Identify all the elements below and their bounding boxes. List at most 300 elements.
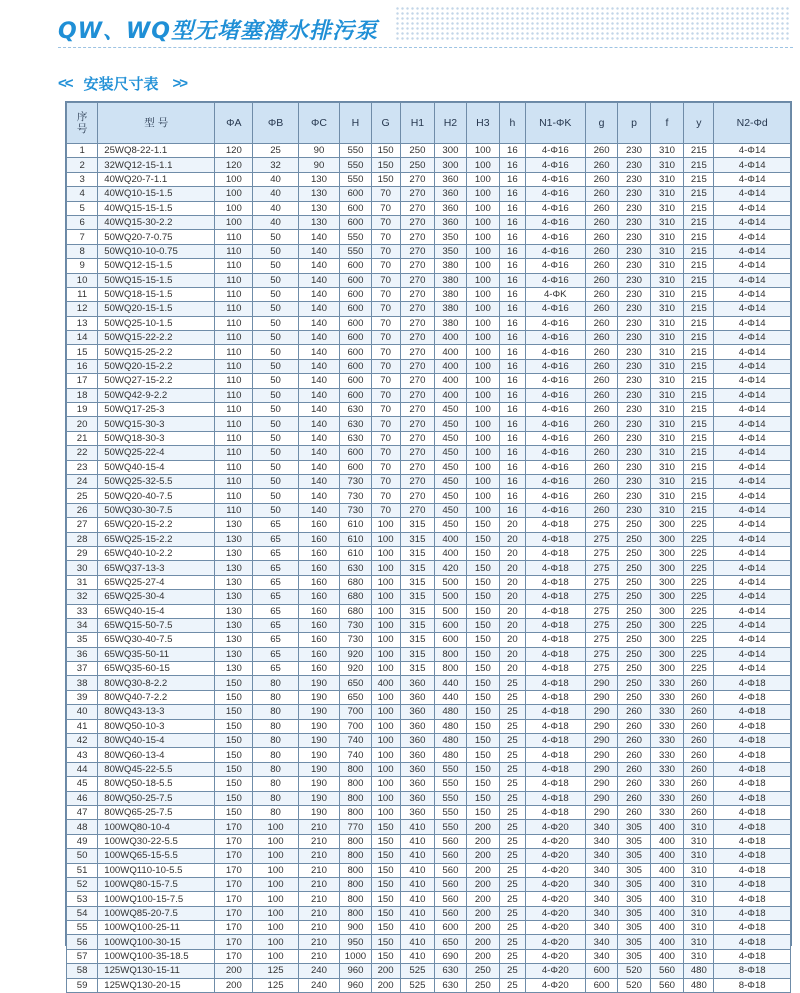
table-cell: 4-Φ14 bbox=[714, 230, 791, 244]
table-cell: 40 bbox=[253, 215, 298, 229]
table-cell: 600 bbox=[340, 374, 371, 388]
table-cell: 100 bbox=[253, 949, 298, 963]
table-cell: 310 bbox=[650, 489, 684, 503]
table-cell: 170 bbox=[215, 834, 253, 848]
table-cell: 270 bbox=[400, 474, 435, 488]
chevron-left-icon: << bbox=[58, 74, 72, 92]
table-cell: 65 bbox=[253, 561, 298, 575]
table-cell: 20 bbox=[500, 618, 525, 632]
table-cell: 50 bbox=[253, 431, 298, 445]
model-cell: 50WQ42-9-2.2 bbox=[98, 388, 215, 402]
table-cell: 215 bbox=[684, 187, 714, 201]
table-cell: 400 bbox=[650, 921, 684, 935]
table-cell: 160 bbox=[298, 575, 340, 589]
table-cell: 130 bbox=[215, 561, 253, 575]
table-cell: 310 bbox=[650, 302, 684, 316]
model-cell: 65WQ35-50-11 bbox=[98, 647, 215, 661]
table-cell: 230 bbox=[618, 244, 650, 258]
table-cell: 800 bbox=[340, 777, 371, 791]
table-row bbox=[67, 403, 791, 417]
table-cell: 270 bbox=[400, 388, 435, 402]
table-cell: 520 bbox=[618, 978, 650, 992]
table-cell: 4-Φ14 bbox=[714, 331, 791, 345]
table-cell: 275 bbox=[585, 647, 617, 661]
table-cell: 25 bbox=[500, 762, 525, 776]
table-row bbox=[67, 446, 791, 460]
model-cell: 50WQ20-15-1.5 bbox=[98, 302, 215, 316]
table-cell: 275 bbox=[585, 662, 617, 676]
table-cell: 32 bbox=[253, 158, 298, 172]
header-h: H bbox=[340, 103, 371, 144]
table-cell: 680 bbox=[340, 604, 371, 618]
table-row bbox=[67, 460, 791, 474]
table-cell: 170 bbox=[215, 906, 253, 920]
table-cell: 130 bbox=[215, 575, 253, 589]
table-cell: 330 bbox=[650, 777, 684, 791]
table-cell: 4-Φ18 bbox=[714, 705, 791, 719]
table-cell: 330 bbox=[650, 748, 684, 762]
table-cell: 4-Φ18 bbox=[714, 849, 791, 863]
table-cell: 150 bbox=[215, 676, 253, 690]
table-cell: 550 bbox=[340, 244, 371, 258]
table-cell: 560 bbox=[650, 978, 684, 992]
table-cell: 500 bbox=[435, 575, 466, 589]
table-cell: 260 bbox=[585, 345, 617, 359]
table-cell: 410 bbox=[400, 849, 435, 863]
table-cell: 300 bbox=[650, 518, 684, 532]
row-number-cell: 54 bbox=[67, 906, 98, 920]
table-cell: 65 bbox=[253, 575, 298, 589]
table-row bbox=[67, 604, 791, 618]
table-cell: 100 bbox=[466, 172, 500, 186]
table-cell: 230 bbox=[618, 446, 650, 460]
table-cell: 360 bbox=[435, 215, 466, 229]
table-cell: 16 bbox=[500, 201, 525, 215]
table-cell: 525 bbox=[400, 978, 435, 992]
table-row bbox=[67, 518, 791, 532]
table-cell: 275 bbox=[585, 604, 617, 618]
model-cell: 50WQ10-10-0.75 bbox=[98, 244, 215, 258]
row-number-cell: 1 bbox=[67, 144, 98, 158]
table-cell: 680 bbox=[340, 590, 371, 604]
table-cell: 150 bbox=[371, 158, 400, 172]
table-cell: 200 bbox=[466, 906, 500, 920]
table-cell: 150 bbox=[466, 532, 500, 546]
table-cell: 150 bbox=[371, 849, 400, 863]
table-cell: 315 bbox=[400, 647, 435, 661]
table-cell: 140 bbox=[298, 474, 340, 488]
table-cell: 16 bbox=[500, 215, 525, 229]
table-cell: 400 bbox=[650, 820, 684, 834]
row-number-cell: 56 bbox=[67, 935, 98, 949]
table-cell: 4-Φ18 bbox=[525, 604, 585, 618]
table-cell: 100 bbox=[371, 532, 400, 546]
row-number-cell: 39 bbox=[67, 690, 98, 704]
row-number-cell: 29 bbox=[67, 546, 98, 560]
table-cell: 4-Φ18 bbox=[714, 734, 791, 748]
table-cell: 550 bbox=[435, 777, 466, 791]
table-cell: 275 bbox=[585, 532, 617, 546]
table-cell: 100 bbox=[371, 647, 400, 661]
header-h1: H1 bbox=[400, 103, 435, 144]
table-cell: 140 bbox=[298, 244, 340, 258]
table-cell: 20 bbox=[500, 662, 525, 676]
table-cell: 100 bbox=[371, 604, 400, 618]
table-cell: 4-Φ18 bbox=[714, 748, 791, 762]
table-cell: 4-Φ14 bbox=[714, 662, 791, 676]
row-number-cell: 41 bbox=[67, 719, 98, 733]
table-row bbox=[67, 892, 791, 906]
model-cell: 100WQ100-25-11 bbox=[98, 921, 215, 935]
model-cell: 50WQ18-30-3 bbox=[98, 431, 215, 445]
table-cell: 4-Φ16 bbox=[525, 244, 585, 258]
table-cell: 70 bbox=[371, 417, 400, 431]
table-cell: 50 bbox=[253, 345, 298, 359]
table-row bbox=[67, 575, 791, 589]
table-cell: 50 bbox=[253, 287, 298, 301]
table-cell: 140 bbox=[298, 446, 340, 460]
table-cell: 4-Φ14 bbox=[714, 590, 791, 604]
table-cell: 4-Φ18 bbox=[525, 618, 585, 632]
table-row bbox=[67, 734, 791, 748]
table-cell: 210 bbox=[298, 935, 340, 949]
table-cell: 315 bbox=[400, 561, 435, 575]
table-cell: 250 bbox=[618, 575, 650, 589]
table-cell: 4-Φ16 bbox=[525, 374, 585, 388]
table-cell: 150 bbox=[215, 690, 253, 704]
table-cell: 380 bbox=[435, 287, 466, 301]
table-cell: 300 bbox=[650, 532, 684, 546]
table-cell: 350 bbox=[435, 244, 466, 258]
table-cell: 360 bbox=[400, 777, 435, 791]
table-cell: 100 bbox=[466, 273, 500, 287]
table-cell: 230 bbox=[618, 460, 650, 474]
table-cell: 190 bbox=[298, 734, 340, 748]
table-cell: 4-Φ18 bbox=[714, 690, 791, 704]
table-cell: 150 bbox=[215, 705, 253, 719]
model-cell: 50WQ18-15-1.5 bbox=[98, 287, 215, 301]
table-cell: 4-Φ18 bbox=[525, 791, 585, 805]
table-cell: 150 bbox=[466, 662, 500, 676]
table-cell: 215 bbox=[684, 273, 714, 287]
table-cell: 260 bbox=[585, 331, 617, 345]
table-cell: 100 bbox=[371, 762, 400, 776]
table-cell: 310 bbox=[684, 906, 714, 920]
table-cell: 130 bbox=[215, 647, 253, 661]
model-cell: 50WQ25-32-5.5 bbox=[98, 474, 215, 488]
table-cell: 410 bbox=[400, 820, 435, 834]
row-number-cell: 38 bbox=[67, 676, 98, 690]
table-cell: 70 bbox=[371, 503, 400, 517]
table-cell: 100 bbox=[253, 849, 298, 863]
table-cell: 150 bbox=[215, 762, 253, 776]
table-cell: 4-Φ16 bbox=[525, 446, 585, 460]
table-cell: 4-Φ18 bbox=[714, 906, 791, 920]
table-cell: 160 bbox=[298, 532, 340, 546]
table-cell: 16 bbox=[500, 302, 525, 316]
table-cell: 50 bbox=[253, 359, 298, 373]
table-cell: 100 bbox=[466, 431, 500, 445]
table-cell: 250 bbox=[618, 532, 650, 546]
table-cell: 600 bbox=[340, 273, 371, 287]
table-cell: 100 bbox=[466, 446, 500, 460]
model-cell: 80WQ50-25-7.5 bbox=[98, 791, 215, 805]
table-cell: 4-Φ18 bbox=[525, 719, 585, 733]
table-cell: 100 bbox=[466, 359, 500, 373]
table-cell: 960 bbox=[340, 978, 371, 992]
table-cell: 16 bbox=[500, 187, 525, 201]
table-cell: 340 bbox=[585, 906, 617, 920]
table-cell: 190 bbox=[298, 676, 340, 690]
table-cell: 920 bbox=[340, 662, 371, 676]
table-cell: 4-Φ16 bbox=[525, 331, 585, 345]
table-row bbox=[67, 546, 791, 560]
table-cell: 4-Φ16 bbox=[525, 230, 585, 244]
header-phi-a: ΦA bbox=[215, 103, 253, 144]
table-cell: 4-Φ14 bbox=[714, 259, 791, 273]
table-cell: 250 bbox=[618, 633, 650, 647]
table-cell: 400 bbox=[650, 892, 684, 906]
table-cell: 215 bbox=[684, 259, 714, 273]
table-cell: 730 bbox=[340, 633, 371, 647]
table-cell: 410 bbox=[400, 949, 435, 963]
table-cell: 600 bbox=[340, 359, 371, 373]
table-cell: 550 bbox=[435, 762, 466, 776]
table-cell: 140 bbox=[298, 489, 340, 503]
table-cell: 305 bbox=[618, 921, 650, 935]
table-cell: 110 bbox=[215, 287, 253, 301]
table-cell: 600 bbox=[340, 215, 371, 229]
table-cell: 600 bbox=[340, 302, 371, 316]
table-cell: 130 bbox=[215, 662, 253, 676]
table-cell: 225 bbox=[684, 518, 714, 532]
table-cell: 240 bbox=[298, 978, 340, 992]
table-cell: 4-Φ16 bbox=[525, 201, 585, 215]
table-cell: 400 bbox=[650, 877, 684, 891]
table-cell: 450 bbox=[435, 503, 466, 517]
table-cell: 4-Φ18 bbox=[714, 777, 791, 791]
table-cell: 275 bbox=[585, 633, 617, 647]
table-cell: 270 bbox=[400, 489, 435, 503]
table-cell: 16 bbox=[500, 359, 525, 373]
header-n1-phi-k: N1-ΦK bbox=[525, 103, 585, 144]
table-cell: 150 bbox=[466, 546, 500, 560]
table-cell: 16 bbox=[500, 230, 525, 244]
row-number-cell: 28 bbox=[67, 532, 98, 546]
table-cell: 70 bbox=[371, 489, 400, 503]
table-cell: 400 bbox=[435, 546, 466, 560]
table-cell: 4-Φ14 bbox=[714, 647, 791, 661]
header-divider bbox=[58, 47, 793, 48]
table-cell: 150 bbox=[371, 834, 400, 848]
table-cell: 260 bbox=[585, 302, 617, 316]
table-cell: 270 bbox=[400, 374, 435, 388]
table-cell: 130 bbox=[215, 604, 253, 618]
table-cell: 25 bbox=[500, 719, 525, 733]
table-cell: 400 bbox=[650, 949, 684, 963]
header-f: f bbox=[650, 103, 684, 144]
table-cell: 25 bbox=[500, 949, 525, 963]
table-cell: 300 bbox=[650, 633, 684, 647]
table-cell: 160 bbox=[298, 604, 340, 618]
table-cell: 20 bbox=[500, 546, 525, 560]
table-cell: 110 bbox=[215, 403, 253, 417]
table-cell: 330 bbox=[650, 705, 684, 719]
table-cell: 110 bbox=[215, 489, 253, 503]
table-cell: 200 bbox=[466, 877, 500, 891]
table-cell: 50 bbox=[253, 417, 298, 431]
table-cell: 340 bbox=[585, 834, 617, 848]
table-cell: 400 bbox=[650, 863, 684, 877]
table-row bbox=[67, 259, 791, 273]
table-cell: 190 bbox=[298, 777, 340, 791]
table-cell: 190 bbox=[298, 805, 340, 819]
table-cell: 630 bbox=[340, 561, 371, 575]
table-cell: 4-Φ14 bbox=[714, 273, 791, 287]
table-cell: 4-Φ18 bbox=[525, 633, 585, 647]
table-cell: 275 bbox=[585, 561, 617, 575]
table-cell: 4-Φ18 bbox=[714, 820, 791, 834]
table-cell: 110 bbox=[215, 316, 253, 330]
table-cell: 305 bbox=[618, 906, 650, 920]
table-cell: 215 bbox=[684, 331, 714, 345]
table-cell: 270 bbox=[400, 431, 435, 445]
table-cell: 310 bbox=[650, 201, 684, 215]
table-cell: 4-Φ18 bbox=[525, 647, 585, 661]
table-cell: 360 bbox=[435, 201, 466, 215]
table-cell: 310 bbox=[684, 834, 714, 848]
table-cell: 150 bbox=[466, 590, 500, 604]
row-number-cell: 10 bbox=[67, 273, 98, 287]
table-cell: 225 bbox=[684, 561, 714, 575]
table-cell: 100 bbox=[253, 834, 298, 848]
table-cell: 150 bbox=[371, 820, 400, 834]
table-cell: 25 bbox=[500, 791, 525, 805]
row-number-cell: 27 bbox=[67, 518, 98, 532]
row-number-cell: 31 bbox=[67, 575, 98, 589]
table-cell: 70 bbox=[371, 403, 400, 417]
table-cell: 40 bbox=[253, 172, 298, 186]
table-cell: 800 bbox=[435, 662, 466, 676]
table-cell: 250 bbox=[618, 618, 650, 632]
table-cell: 150 bbox=[466, 604, 500, 618]
table-cell: 360 bbox=[400, 805, 435, 819]
table-cell: 200 bbox=[466, 849, 500, 863]
table-cell: 100 bbox=[371, 561, 400, 575]
table-cell: 300 bbox=[650, 575, 684, 589]
table-row bbox=[67, 302, 791, 316]
table-cell: 25 bbox=[500, 849, 525, 863]
table-cell: 250 bbox=[466, 964, 500, 978]
table-header-row bbox=[67, 103, 791, 144]
table-cell: 360 bbox=[400, 705, 435, 719]
model-cell: 65WQ40-15-4 bbox=[98, 604, 215, 618]
row-number-cell: 42 bbox=[67, 734, 98, 748]
table-row bbox=[67, 331, 791, 345]
table-row bbox=[67, 748, 791, 762]
table-cell: 340 bbox=[585, 949, 617, 963]
table-row bbox=[67, 877, 791, 891]
table-cell: 4-Φ14 bbox=[714, 187, 791, 201]
table-row bbox=[67, 230, 791, 244]
table-cell: 16 bbox=[500, 331, 525, 345]
table-cell: 260 bbox=[585, 417, 617, 431]
table-cell: 160 bbox=[298, 546, 340, 560]
table-cell: 310 bbox=[684, 820, 714, 834]
table-row bbox=[67, 590, 791, 604]
table-cell: 305 bbox=[618, 849, 650, 863]
model-cell: 80WQ43-13-3 bbox=[98, 705, 215, 719]
table-cell: 25 bbox=[500, 676, 525, 690]
row-number-cell: 48 bbox=[67, 820, 98, 834]
model-cell: 40WQ15-15-1.5 bbox=[98, 201, 215, 215]
table-cell: 360 bbox=[400, 734, 435, 748]
table-cell: 170 bbox=[215, 863, 253, 877]
table-cell: 360 bbox=[400, 690, 435, 704]
table-cell: 16 bbox=[500, 244, 525, 258]
table-cell: 600 bbox=[435, 633, 466, 647]
table-cell: 210 bbox=[298, 863, 340, 877]
table-cell: 310 bbox=[650, 331, 684, 345]
table-cell: 4-Φ16 bbox=[525, 474, 585, 488]
table-cell: 140 bbox=[298, 273, 340, 287]
table-cell: 310 bbox=[650, 388, 684, 402]
table-cell: 450 bbox=[435, 489, 466, 503]
table-cell: 4-Φ14 bbox=[714, 201, 791, 215]
table-cell: 150 bbox=[371, 935, 400, 949]
table-cell: 25 bbox=[500, 892, 525, 906]
table-cell: 260 bbox=[684, 676, 714, 690]
table-cell: 215 bbox=[684, 388, 714, 402]
table-cell: 400 bbox=[650, 849, 684, 863]
table-cell: 740 bbox=[340, 734, 371, 748]
table-row bbox=[67, 201, 791, 215]
table-cell: 500 bbox=[435, 604, 466, 618]
table-cell: 260 bbox=[618, 777, 650, 791]
table-cell: 310 bbox=[650, 215, 684, 229]
table-cell: 250 bbox=[400, 144, 435, 158]
table-cell: 100 bbox=[253, 935, 298, 949]
table-cell: 4-Φ16 bbox=[525, 359, 585, 373]
table-cell: 150 bbox=[466, 805, 500, 819]
table-cell: 270 bbox=[400, 187, 435, 201]
table-cell: 16 bbox=[500, 345, 525, 359]
table-cell: 480 bbox=[684, 978, 714, 992]
table-cell: 25 bbox=[500, 820, 525, 834]
table-cell: 600 bbox=[340, 345, 371, 359]
table-cell: 310 bbox=[650, 374, 684, 388]
table-cell: 20 bbox=[500, 647, 525, 661]
table-cell: 600 bbox=[340, 201, 371, 215]
table-cell: 100 bbox=[466, 187, 500, 201]
table-cell: 230 bbox=[618, 417, 650, 431]
table-cell: 170 bbox=[215, 949, 253, 963]
table-cell: 25 bbox=[253, 144, 298, 158]
model-cell: 50WQ15-30-3 bbox=[98, 417, 215, 431]
table-cell: 410 bbox=[400, 935, 435, 949]
table-cell: 250 bbox=[400, 158, 435, 172]
table-cell: 230 bbox=[618, 431, 650, 445]
table-cell: 290 bbox=[585, 705, 617, 719]
table-cell: 260 bbox=[585, 431, 617, 445]
table-cell: 260 bbox=[585, 158, 617, 172]
table-cell: 4-Φ18 bbox=[714, 805, 791, 819]
table-cell: 550 bbox=[340, 158, 371, 172]
table-cell: 520 bbox=[618, 964, 650, 978]
table-cell: 16 bbox=[500, 172, 525, 186]
row-number-cell: 40 bbox=[67, 705, 98, 719]
table-cell: 215 bbox=[684, 302, 714, 316]
